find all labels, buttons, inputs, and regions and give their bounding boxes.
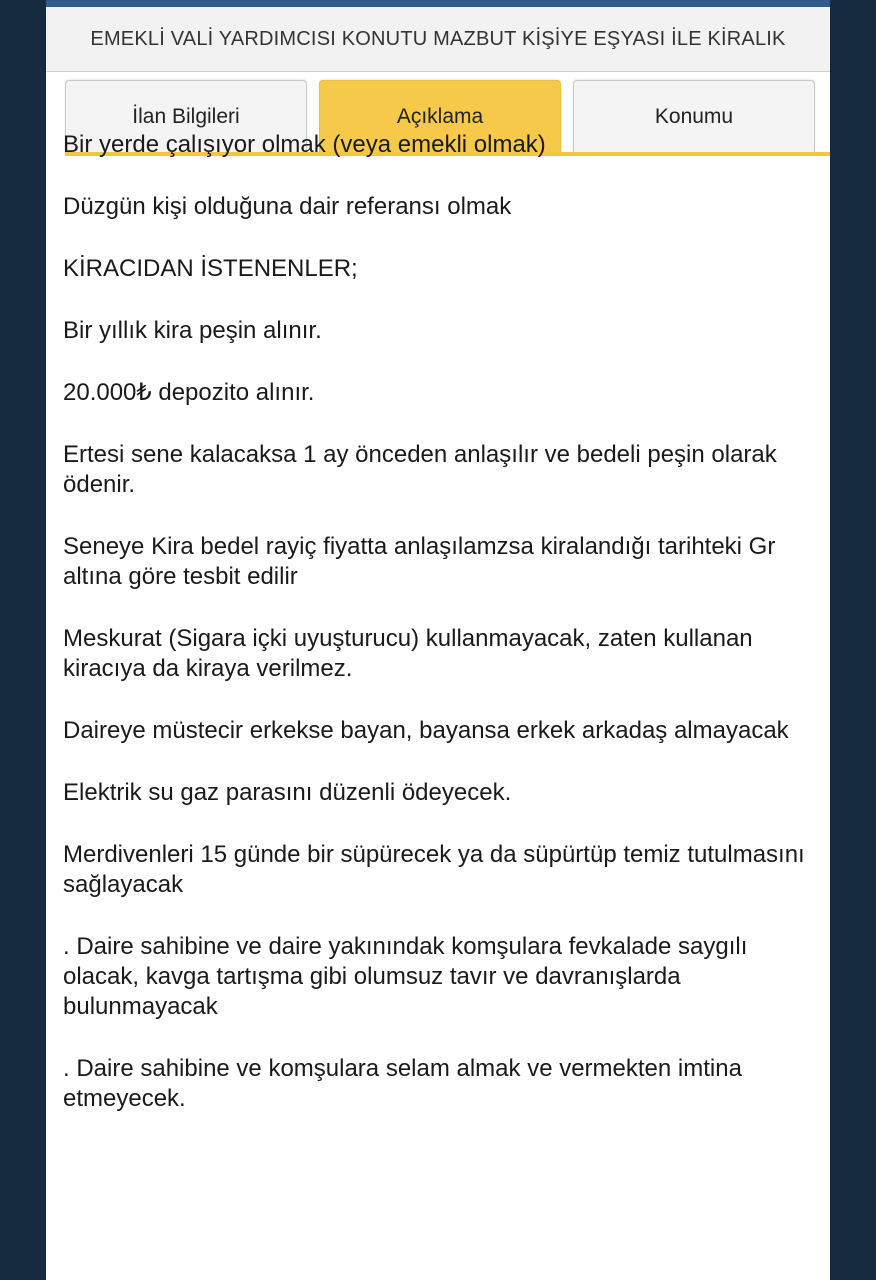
tab-label: İlan Bilgileri <box>132 104 240 128</box>
description-paragraph: Daireye müstecir erkekse bayan, bayansa erkek arkadaş almayacak <box>63 717 789 744</box>
listing-title-bar <box>46 7 830 72</box>
description-paragraph: Elektrik su gaz parasını düzenli ödeyecek. <box>63 779 512 806</box>
description-paragraph: . Daire sahibine ve komşulara selam almak ve vermekten imtina etmeyecek. <box>63 1055 742 1112</box>
description-paragraph: Ertesi sene kalacaksa 1 ay önceden anlaşılır ve bedeli peşin olarak ödenir. <box>63 441 777 498</box>
description-paragraph: Bir yerde çalışıyor olmak (veya emekli olmak) <box>63 131 546 158</box>
description-paragraph: Merdivenleri 15 günde bir süpürecek ya da süpürtüp temiz tutulmasını sağlayacak <box>63 841 805 898</box>
description-paragraph: Düzgün kişi olduğuna dair referansı olmak <box>63 193 512 220</box>
description-paragraph: Seneye Kira bedel rayiç fiyatta anlaşılamzsa kiralandığı tarihteki Gr altına göre tesbit edilir <box>63 533 776 590</box>
description-paragraph: 20.000₺ depozito alınır. <box>63 379 315 406</box>
tab-label: Açıklama <box>396 104 484 128</box>
description-paragraph: Bir yıllık kira peşin alınır. <box>63 317 322 344</box>
listing-page <box>46 0 830 1280</box>
description-paragraph: Meskurat (Sigara içki uyuşturucu) kullanmayacak, zaten kullanan kiracıya da kiraya verilmez. <box>63 625 753 682</box>
tab-label: Konumu <box>654 104 734 128</box>
listing-title: EMEKLİ VALİ YARDIMCISI KONUTU MAZBUT KİŞİYE EŞYASI İLE KİRALIK <box>90 27 786 50</box>
description-text <box>63 130 813 1146</box>
description-paragraph: KİRACIDAN İSTENENLER; <box>63 255 358 282</box>
description-paragraph: . Daire sahibine ve daire yakınındak komşulara fevkalade saygılı olacak, kavga tartışma gibi olumsuz tavır ve davranışlarda bulunmayacak <box>63 933 748 1020</box>
description-scroll-area[interactable] <box>46 131 830 1280</box>
top-accent-strip <box>46 0 830 7</box>
